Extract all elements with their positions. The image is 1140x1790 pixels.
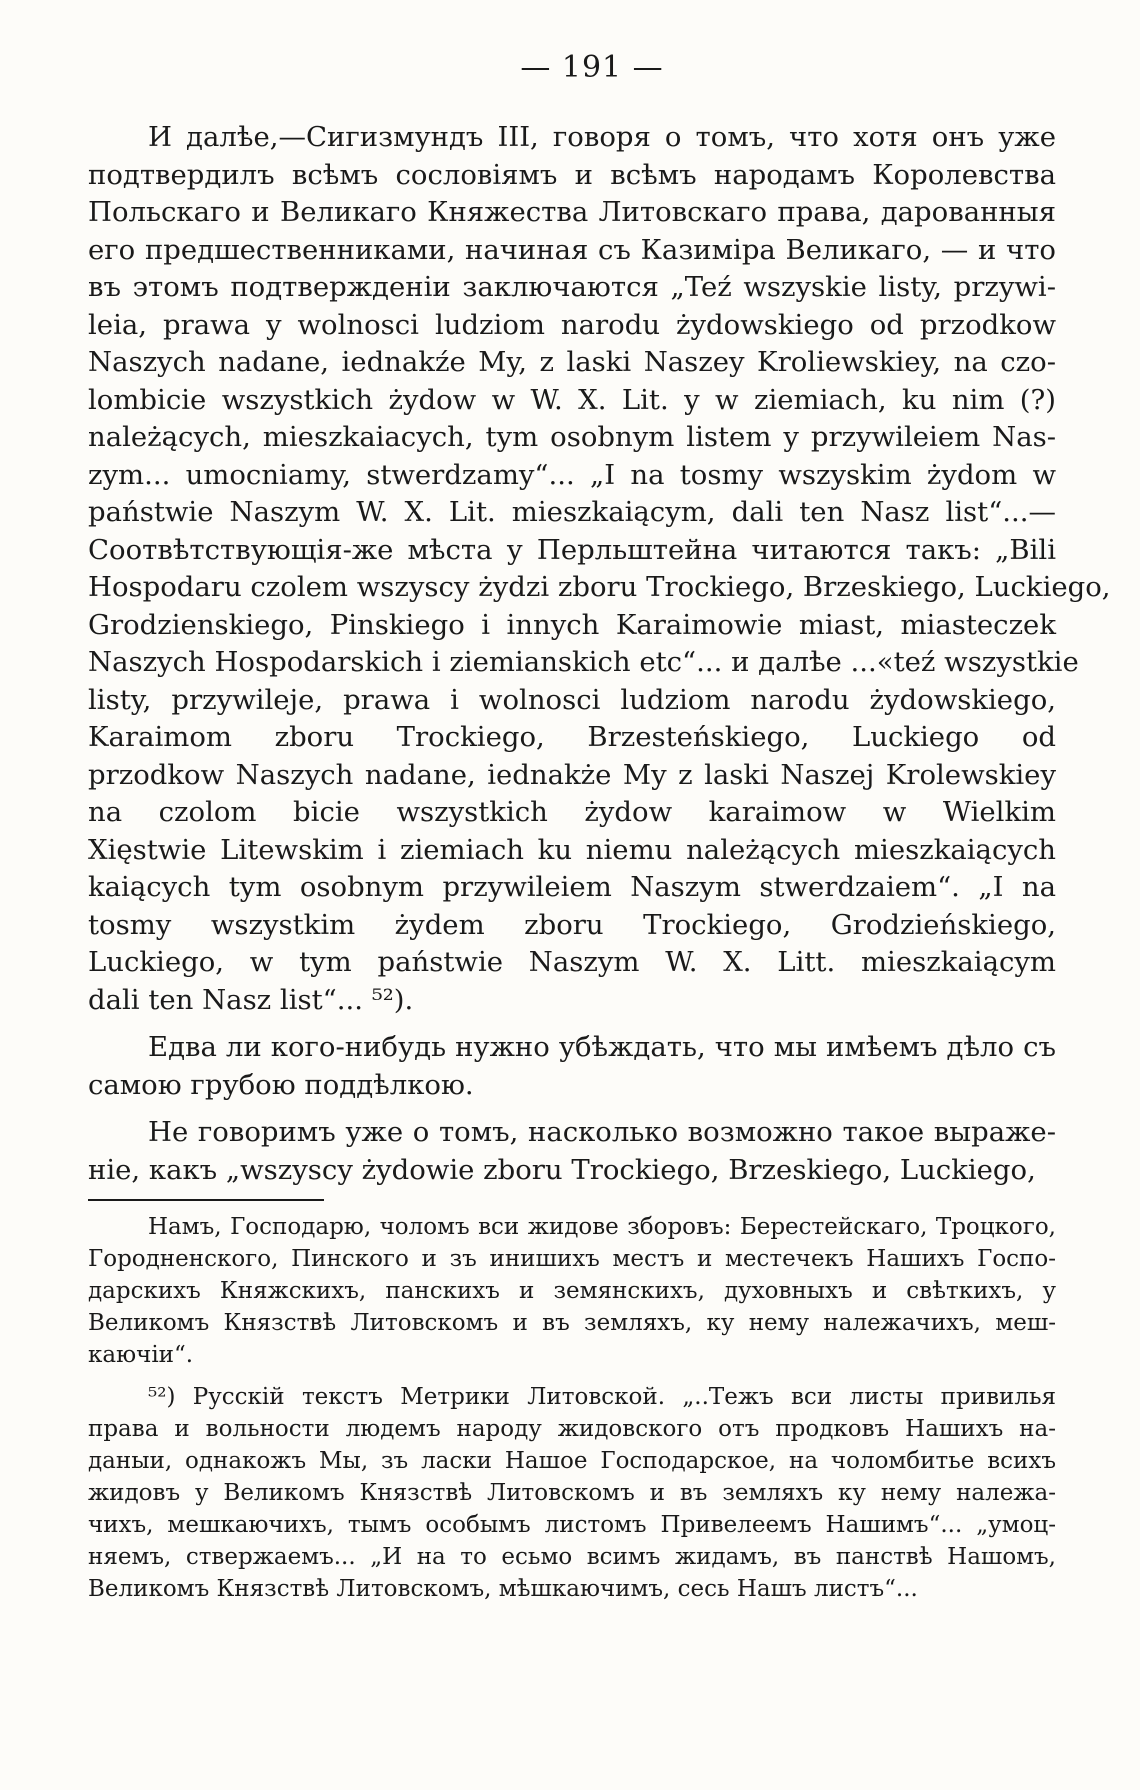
text-line: należących, mieszkaiacych, tym osobnym listem y przywileiem Nas- xyxy=(88,421,1056,453)
footnote-line: няемъ, ствержаемъ... „И на то есьмо всимъ жидамъ, въ панствѣ Нашомъ, xyxy=(88,1544,1056,1570)
footnote-separator xyxy=(88,1199,324,1201)
footnote-line: чихъ, мешкаючихъ, тымъ особымъ листомъ Привелеемъ Нашимъ“... „умоц- xyxy=(88,1512,1056,1538)
footnotes xyxy=(88,1211,1056,1605)
footnote-line: права и вольности людемъ народу жидовского отъ продковъ Нашихъ на- xyxy=(88,1416,1056,1442)
text-line: zym... umocniamy, stwerdzamy“... „I na tosmy wszyskim żydom w xyxy=(88,458,1056,491)
footnote-continuation xyxy=(88,1211,1056,1371)
text-line: его предшественниками, начиная съ Казиміра Великаго, — и что xyxy=(88,233,1056,266)
text-line: na czolom bicie wszystkich żydow karaimow w Wielkim xyxy=(88,796,1056,828)
footnote-line: ⁵²) Русскій текстъ Метрики Литовской. „..Тежъ вси листы привилья xyxy=(148,1384,1056,1410)
text-line: Xięstwie Litewskim i ziemiach ku niemu należących mieszkaiących xyxy=(88,833,1056,866)
paragraph-2 xyxy=(88,1029,1056,1104)
main-text xyxy=(88,119,1111,1189)
text-line: lombicie wszystkich żydow w W. X. Lit. y w ziemiach, ku nim (?) xyxy=(88,383,1056,416)
text-line: подтвердилъ всѣмъ сословіямъ и всѣмъ народамъ Королевства xyxy=(88,158,1056,191)
text-line: Соотвѣтствующія-же мѣста у Перльштейна читаются такъ: „Bili xyxy=(88,533,1056,566)
footnote-line: Городненского, Пинского и зъ инишихъ местъ и местечекъ Нашихъ Госпо- xyxy=(88,1246,1056,1272)
text-line: въ этомъ подтвержденіи заключаются „Teź wszyskie listy, przywi- xyxy=(88,271,1056,303)
text-line: Grodzienskiego, Pinskiego i innych Karaimowie miast, miasteczek xyxy=(88,608,1056,641)
text-line: самою грубою поддѣлкою. xyxy=(88,1068,474,1101)
footnote-line: Великомъ Князствѣ Литовскомъ, мѣшкаючимъ, сесь Нашъ листъ“... xyxy=(88,1576,918,1602)
text-line: dali ten Nasz list“... ⁵²). xyxy=(88,983,414,1016)
text-line: Не говоримъ уже о томъ, насколько возможно такое выраже- xyxy=(148,1116,1056,1148)
text-line: listy, przywileje, prawa i wolnosci ludziom narodu żydowskiego, xyxy=(88,683,1056,716)
footnote-line: Намъ, Господарю, чоломъ вси жидове зборовъ: Берестейскаго, Троцкого, xyxy=(148,1214,1056,1240)
text-line: Едва ли кого-нибудь нужно убѣждать, что мы имѣемъ дѣло съ xyxy=(148,1031,1056,1063)
footnote-line: даныи, однакожъ Мы, зъ ласки Нашое Господарское, на чоломбитье всихъ xyxy=(88,1448,1056,1474)
text-line: Karaimom zboru Trockiego, Brzesteńskiego, Luckiego od xyxy=(88,721,1056,753)
text-line: przodkow Naszych nadane, iednakże My z laski Naszej Krolewskiey xyxy=(88,758,1056,791)
text-line: leia, prawa y wolnosci ludziom narodu żydowskiego od przodkow xyxy=(88,308,1056,341)
text-line: И далѣе,—Сигизмундъ III, говоря о томъ, что хотя онъ уже xyxy=(148,121,1056,153)
text-line: kaiących tym osobnym przywileiem Naszym stwerdzaiem“. „I na xyxy=(88,871,1056,903)
paragraph-1 xyxy=(88,119,1111,1019)
text-line: Luckiego, w tym państwie Naszym W. X. Litt. mieszkaiącym xyxy=(88,946,1056,978)
footnote-line: дарскихъ Княжскихъ, панскихъ и земянскихъ, духовныхъ и свѣткихъ, у xyxy=(88,1278,1056,1304)
footnote-52 xyxy=(88,1381,1056,1605)
text-line: Naszych Hospodarskich i ziemianskich etc“... и далѣе ...«teź wszystkie xyxy=(88,646,1079,678)
document-page xyxy=(88,50,1111,1615)
text-line: ніе, какъ „wszyscy żydowie zboru Trockiego, Brzeskiego, Luckiego, xyxy=(88,1153,1036,1186)
text-line: Польскаго и Великаго Княжества Литовскаго права, дарованныя xyxy=(88,196,1056,228)
footnote-line: Великомъ Князствѣ Литовскомъ и въ земляхъ, ку нему належачихъ, меш- xyxy=(88,1310,1056,1336)
text-line: tosmy wszystkim żydem zboru Trockiego, Grodzieńskiego, xyxy=(88,908,1056,941)
footnote-line: жидовъ у Великомъ Князствѣ Литовскомъ и въ земляхъ ку нему належа- xyxy=(88,1480,1056,1506)
text-line: państwie Naszym W. X. Lit. mieszkaiącym, dali ten Nasz list“...— xyxy=(88,496,1056,528)
text-line: Naszych nadane, iednakźe My, z laski Naszey Kroliewskiey, na czo- xyxy=(88,346,1056,378)
footnote-line: каючіи“. xyxy=(88,1342,194,1368)
text-line: Hospodaru czolem wszyscy żydzi zboru Trockiego, Brzeskiego, Luckiego, xyxy=(88,571,1111,603)
page-number: — 191 — xyxy=(520,50,664,85)
paragraph-3 xyxy=(88,1114,1056,1189)
